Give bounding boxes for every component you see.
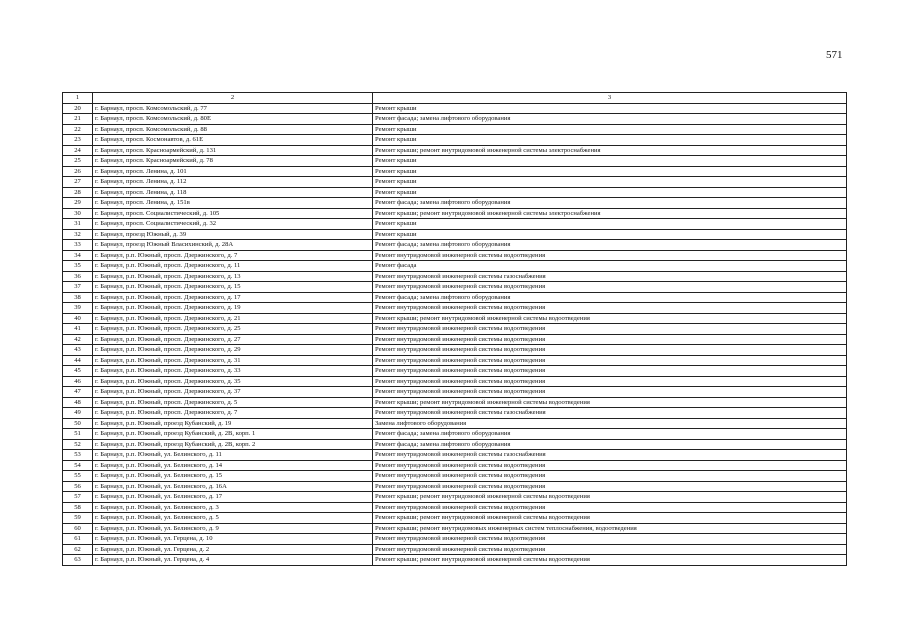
- row-work-type: Ремонт крыши; ремонт внутридомовой инженерной системы водоотведения: [373, 555, 847, 566]
- table-row: [63, 534, 847, 545]
- table-row: [63, 397, 847, 408]
- row-work-type: Ремонт крыши; ремонт внутридомовой инженерной системы электроснабжения: [373, 145, 847, 156]
- row-number: 34: [63, 250, 93, 261]
- row-work-type: Ремонт крыши: [373, 135, 847, 146]
- row-address: г. Барнаул, просп. Комсомольский, д. 80Е: [93, 114, 373, 125]
- row-number: 27: [63, 177, 93, 188]
- row-number: 54: [63, 460, 93, 471]
- row-number: 55: [63, 471, 93, 482]
- row-address: г. Барнаул, просп. Ленина, д. 101: [93, 166, 373, 177]
- row-number: 28: [63, 187, 93, 198]
- page-number: 571: [826, 49, 843, 61]
- row-number: 46: [63, 376, 93, 387]
- row-number: 38: [63, 292, 93, 303]
- table-row: [63, 387, 847, 398]
- row-number: 24: [63, 145, 93, 156]
- row-work-type: Ремонт внутридомовой инженерной системы водоотведения: [373, 471, 847, 482]
- row-address: г. Барнаул, р.п. Южный, просп. Дзержинского, д. 13: [93, 271, 373, 282]
- row-work-type: Ремонт внутридомовой инженерной системы газоснабжения: [373, 271, 847, 282]
- row-number: 43: [63, 345, 93, 356]
- table-row: [63, 439, 847, 450]
- table-row: [63, 523, 847, 534]
- row-number: 63: [63, 555, 93, 566]
- row-work-type: Ремонт крыши: [373, 124, 847, 135]
- row-address: г. Барнаул, р.п. Южный, ул. Белинского, д. 17: [93, 492, 373, 503]
- row-work-type: Ремонт внутридомовой инженерной системы водоотведения: [373, 502, 847, 513]
- table-row: [63, 460, 847, 471]
- row-number: 33: [63, 240, 93, 251]
- table-row: [63, 198, 847, 209]
- row-address: г. Барнаул, р.п. Южный, ул. Герцена, д. 2: [93, 544, 373, 555]
- table-row: [63, 502, 847, 513]
- table-row: [63, 555, 847, 566]
- table-row: [63, 166, 847, 177]
- row-address: г. Барнаул, р.п. Южный, ул. Белинского, д. 11: [93, 450, 373, 461]
- row-number: 52: [63, 439, 93, 450]
- row-address: г. Барнаул, р.п. Южный, ул. Белинского, д. 3: [93, 502, 373, 513]
- row-address: г. Барнаул, р.п. Южный, ул. Герцена, д. 4: [93, 555, 373, 566]
- row-work-type: Ремонт внутридомовой инженерной системы водоотведения: [373, 544, 847, 555]
- table-row: [63, 313, 847, 324]
- row-work-type: Ремонт крыши; ремонт внутридомовой инженерной системы водоотведения: [373, 492, 847, 503]
- row-address: г. Барнаул, р.п. Южный, ул. Белинского, д. 5: [93, 513, 373, 524]
- row-number: 41: [63, 324, 93, 335]
- table-row: [63, 208, 847, 219]
- row-number: 48: [63, 397, 93, 408]
- row-work-type: Ремонт внутридомовой инженерной системы водоотведения: [373, 282, 847, 293]
- row-address: г. Барнаул, просп. Социалистический, д. 105: [93, 208, 373, 219]
- row-number: 51: [63, 429, 93, 440]
- row-work-type: Ремонт крыши: [373, 229, 847, 240]
- row-work-type: Ремонт фасада; замена лифтового оборудования: [373, 429, 847, 440]
- row-number: 53: [63, 450, 93, 461]
- row-number: 32: [63, 229, 93, 240]
- table-row: [63, 513, 847, 524]
- table-row: [63, 187, 847, 198]
- row-work-type: Ремонт фасада: [373, 261, 847, 272]
- row-work-type: Ремонт внутридомовой инженерной системы водоотведения: [373, 481, 847, 492]
- row-work-type: Ремонт внутридомовой инженерной системы водоотведения: [373, 345, 847, 356]
- table-row: [63, 345, 847, 356]
- table-row: [63, 355, 847, 366]
- row-address: г. Барнаул, р.п. Южный, просп. Дзержинского, д. 29: [93, 345, 373, 356]
- row-address: г. Барнаул, р.п. Южный, просп. Дзержинского, д. 15: [93, 282, 373, 293]
- row-number: 40: [63, 313, 93, 324]
- row-number: 21: [63, 114, 93, 125]
- row-address: г. Барнаул, р.п. Южный, просп. Дзержинского, д. 31: [93, 355, 373, 366]
- table-row: [63, 145, 847, 156]
- row-work-type: Ремонт крыши: [373, 166, 847, 177]
- row-address: г. Барнаул, р.п. Южный, просп. Дзержинского, д. 37: [93, 387, 373, 398]
- row-address: г. Барнаул, р.п. Южный, просп. Дзержинского, д. 21: [93, 313, 373, 324]
- row-work-type: Ремонт внутридомовой инженерной системы водоотведения: [373, 534, 847, 545]
- table-row: [63, 261, 847, 272]
- row-number: 31: [63, 219, 93, 230]
- row-number: 58: [63, 502, 93, 513]
- row-address: г. Барнаул, р.п. Южный, проезд Кубанский, д. 2В, корп. 1: [93, 429, 373, 440]
- row-number: 47: [63, 387, 93, 398]
- row-address: г. Барнаул, р.п. Южный, просп. Дзержинского, д. 7: [93, 250, 373, 261]
- table-row: [63, 177, 847, 188]
- row-number: 62: [63, 544, 93, 555]
- row-address: г. Барнаул, р.п. Южный, просп. Дзержинского, д. 25: [93, 324, 373, 335]
- row-address: г. Барнаул, р.п. Южный, проезд Кубанский, д. 19: [93, 418, 373, 429]
- row-work-type: Ремонт крыши: [373, 177, 847, 188]
- repair-list-table: [62, 92, 847, 566]
- table-row: [63, 303, 847, 314]
- row-number: 36: [63, 271, 93, 282]
- table-row: [63, 292, 847, 303]
- row-address: г. Барнаул, р.п. Южный, просп. Дзержинского, д. 35: [93, 376, 373, 387]
- row-number: 20: [63, 103, 93, 114]
- row-work-type: Ремонт внутридомовой инженерной системы водоотведения: [373, 250, 847, 261]
- table-row: [63, 334, 847, 345]
- row-number: 23: [63, 135, 93, 146]
- table-row: [63, 229, 847, 240]
- row-work-type: Ремонт крыши: [373, 103, 847, 114]
- row-work-type: Ремонт внутридомовой инженерной системы водоотведения: [373, 303, 847, 314]
- table-row: [63, 481, 847, 492]
- row-address: г. Барнаул, проезд Южный, д. 39: [93, 229, 373, 240]
- row-work-type: Ремонт крыши: [373, 219, 847, 230]
- row-work-type: Ремонт фасада; замена лифтового оборудования: [373, 114, 847, 125]
- row-address: г. Барнаул, р.п. Южный, ул. Белинского, д. 14: [93, 460, 373, 471]
- row-work-type: Ремонт крыши: [373, 156, 847, 167]
- row-number: 60: [63, 523, 93, 534]
- row-number: 26: [63, 166, 93, 177]
- row-work-type: Ремонт фасада; замена лифтового оборудования: [373, 198, 847, 209]
- row-work-type: Ремонт крыши; ремонт внутридомовых инженерных систем теплоснабжения, водоотведения: [373, 523, 847, 534]
- table-header-row: [63, 93, 847, 104]
- row-number: 29: [63, 198, 93, 209]
- row-work-type: Ремонт внутридомовой инженерной системы газоснабжения: [373, 450, 847, 461]
- row-work-type: Ремонт крыши; ремонт внутридомовой инженерной системы водоотведения: [373, 397, 847, 408]
- row-work-type: Ремонт внутридомовой инженерной системы водоотведения: [373, 355, 847, 366]
- row-work-type: Ремонт фасада; замена лифтового оборудования: [373, 439, 847, 450]
- row-work-type: Ремонт внутридомовой инженерной системы водоотведения: [373, 366, 847, 377]
- table-row: [63, 135, 847, 146]
- row-number: 59: [63, 513, 93, 524]
- table-row: [63, 366, 847, 377]
- row-address: г. Барнаул, р.п. Южный, просп. Дзержинского, д. 19: [93, 303, 373, 314]
- table-row: [63, 114, 847, 125]
- table-row: [63, 156, 847, 167]
- row-work-type: Ремонт внутридомовой инженерной системы водоотведения: [373, 460, 847, 471]
- table-row: [63, 471, 847, 482]
- row-address: г. Барнаул, р.п. Южный, просп. Дзержинского, д. 33: [93, 366, 373, 377]
- row-number: 39: [63, 303, 93, 314]
- row-address: г. Барнаул, р.п. Южный, просп. Дзержинского, д. 7: [93, 408, 373, 419]
- row-address: г. Барнаул, р.п. Южный, просп. Дзержинского, д. 5: [93, 397, 373, 408]
- row-work-type: Ремонт внутридомовой инженерной системы водоотведения: [373, 376, 847, 387]
- row-work-type: Ремонт внутридомовой инженерной системы водоотведения: [373, 334, 847, 345]
- row-work-type: Ремонт внутридомовой инженерной системы водоотведения: [373, 387, 847, 398]
- row-address: г. Барнаул, просп. Красноармейский, д. 131: [93, 145, 373, 156]
- row-work-type: Замена лифтового оборудования: [373, 418, 847, 429]
- table-row: [63, 418, 847, 429]
- table-row: [63, 103, 847, 114]
- table-row: [63, 271, 847, 282]
- row-work-type: Ремонт крыши: [373, 187, 847, 198]
- row-number: 25: [63, 156, 93, 167]
- row-address: г. Барнаул, просп. Космонавтов, д. 61Е: [93, 135, 373, 146]
- row-work-type: Ремонт внутридомовой инженерной системы газоснабжения: [373, 408, 847, 419]
- table-row: [63, 219, 847, 230]
- row-work-type: Ремонт внутридомовой инженерной системы водоотведения: [373, 324, 847, 335]
- row-number: 57: [63, 492, 93, 503]
- row-address: г. Барнаул, р.п. Южный, просп. Дзержинского, д. 27: [93, 334, 373, 345]
- row-address: г. Барнаул, просп. Комсомольский, д. 88: [93, 124, 373, 135]
- table-row: [63, 282, 847, 293]
- row-address: г. Барнаул, просп. Ленина, д. 118: [93, 187, 373, 198]
- row-address: г. Барнаул, р.п. Южный, проезд Кубанский, д. 2В, корп. 2: [93, 439, 373, 450]
- table-row: [63, 544, 847, 555]
- row-number: 61: [63, 534, 93, 545]
- row-number: 44: [63, 355, 93, 366]
- row-number: 30: [63, 208, 93, 219]
- row-address: г. Барнаул, р.п. Южный, ул. Герцена, д. 10: [93, 534, 373, 545]
- row-work-type: Ремонт крыши; ремонт внутридомовой инженерной системы электроснабжения: [373, 208, 847, 219]
- table-body: [63, 103, 847, 565]
- row-work-type: Ремонт крыши; ремонт внутридомовой инженерной системы водоотведения: [373, 313, 847, 324]
- row-number: 45: [63, 366, 93, 377]
- row-number: 50: [63, 418, 93, 429]
- row-address: г. Барнаул, проезд Южный Власихинский, д. 28А: [93, 240, 373, 251]
- row-address: г. Барнаул, р.п. Южный, просп. Дзержинского, д. 11: [93, 261, 373, 272]
- row-number: 56: [63, 481, 93, 492]
- row-number: 37: [63, 282, 93, 293]
- row-work-type: Ремонт фасада; замена лифтового оборудования: [373, 240, 847, 251]
- row-address: г. Барнаул, р.п. Южный, просп. Дзержинского, д. 17: [93, 292, 373, 303]
- table-row: [63, 376, 847, 387]
- header-col-address: 2: [93, 93, 373, 104]
- table-row: [63, 124, 847, 135]
- table-row: [63, 324, 847, 335]
- header-col-work: 3: [373, 93, 847, 104]
- row-address: г. Барнаул, просп. Комсомольский, д. 77: [93, 103, 373, 114]
- row-number: 22: [63, 124, 93, 135]
- row-address: г. Барнаул, просп. Ленина, д. 151в: [93, 198, 373, 209]
- table-row: [63, 450, 847, 461]
- row-address: г. Барнаул, р.п. Южный, ул. Белинского, д. 16А: [93, 481, 373, 492]
- table-row: [63, 492, 847, 503]
- row-number: 35: [63, 261, 93, 272]
- table-row: [63, 408, 847, 419]
- row-number: 49: [63, 408, 93, 419]
- row-address: г. Барнаул, просп. Красноармейский, д. 78: [93, 156, 373, 167]
- row-address: г. Барнаул, просп. Ленина, д. 112: [93, 177, 373, 188]
- row-work-type: Ремонт фасада; замена лифтового оборудования: [373, 292, 847, 303]
- table-row: [63, 240, 847, 251]
- row-work-type: Ремонт крыши; ремонт внутридомовой инженерной системы водоотведения: [373, 513, 847, 524]
- table-row: [63, 250, 847, 261]
- row-address: г. Барнаул, р.п. Южный, ул. Белинского, д. 9: [93, 523, 373, 534]
- row-address: г. Барнаул, просп. Социалистический, д. 32: [93, 219, 373, 230]
- header-col-number: 1: [63, 93, 93, 104]
- row-address: г. Барнаул, р.п. Южный, ул. Белинского, д. 15: [93, 471, 373, 482]
- row-number: 42: [63, 334, 93, 345]
- table-row: [63, 429, 847, 440]
